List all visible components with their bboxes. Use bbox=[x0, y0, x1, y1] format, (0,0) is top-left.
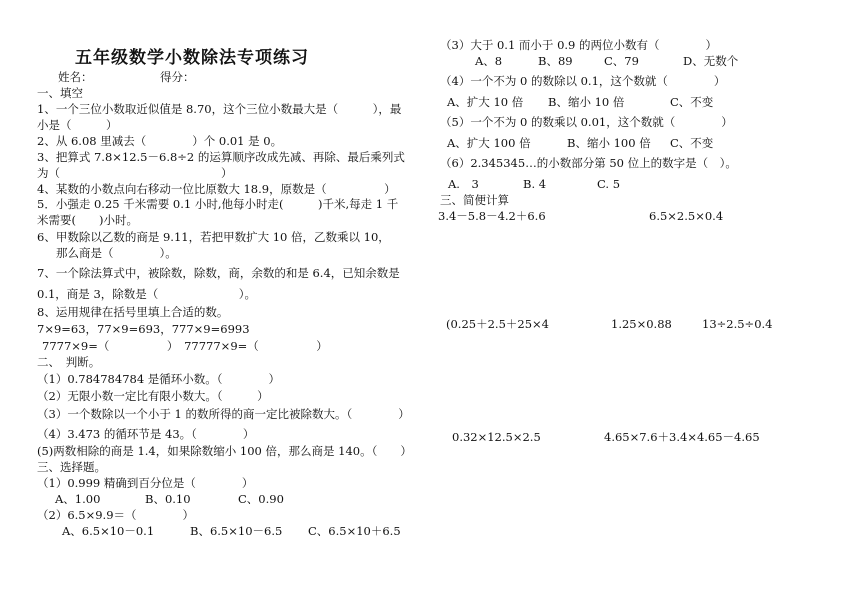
fill-line: 7×9=63，77×9=693，777×9=6993 bbox=[37, 322, 250, 336]
section1-heading: 一、填空 bbox=[37, 86, 83, 100]
choice-stem: （3）大于 0.1 而小于 0.9 的两位小数有（ ） bbox=[440, 38, 718, 52]
calc-expression: 1.25×0.88 bbox=[611, 317, 672, 331]
choice-option: B、89 bbox=[538, 54, 573, 68]
choice-option: A、扩大 10 倍 bbox=[447, 95, 524, 109]
calc-expression: 6.5×2.5×0.4 bbox=[649, 209, 724, 223]
choice-option: B、缩小 10 倍 bbox=[548, 95, 625, 109]
judge-line: （1）0.784784784 是循环小数。（ ） bbox=[37, 372, 281, 386]
choice-option: B、0.10 bbox=[145, 492, 191, 506]
fill-line: 7777×9=（ ） 77777×9=（ ） bbox=[42, 339, 328, 353]
calc-expression: (0.25＋2.5＋25×4 bbox=[446, 317, 549, 331]
name-label: 姓名： bbox=[58, 70, 93, 84]
choice-option: C、不变 bbox=[670, 136, 714, 150]
fill-line: 4、某数的小数点向右移动一位比原数大 18.9，原数是（ ） bbox=[37, 182, 396, 196]
judge-line: (5)两数相除的商是 1.4，如果除数缩小 100 倍，那么商是 140。（ ） bbox=[37, 444, 412, 458]
calc-expression: 3.4－5.8－4.2＋6.6 bbox=[438, 209, 546, 223]
fill-line: 小是（ ） bbox=[37, 118, 118, 132]
calc-expression: 0.32×12.5×2.5 bbox=[452, 430, 541, 444]
judge-line: （3）一个数除以一个小于 1 的数所得的商一定比被除数大。（ ） bbox=[37, 407, 410, 421]
fill-line: 8、运用规律在括号里填上合适的数。 bbox=[37, 305, 229, 319]
choice-stem: （1）0.999 精确到百分位是（ ） bbox=[37, 476, 254, 490]
choice-option: D、无数个 bbox=[683, 54, 739, 68]
fill-line: 6、甲数除以乙数的商是 9.11，若把甲数扩大 10 倍，乙数乘以 10， bbox=[37, 230, 390, 244]
choice-option: B、缩小 100 倍 bbox=[567, 136, 651, 150]
judge-line: （2）无限小数一定比有限小数大。（ ） bbox=[37, 389, 269, 403]
choice-option: B、6.5×10－6.5 bbox=[190, 524, 283, 538]
section3-heading: 三、选择题。 bbox=[37, 460, 106, 474]
choice-option: A、8 bbox=[475, 54, 503, 68]
choice-option: C、6.5×10＋6.5 bbox=[308, 524, 401, 538]
choice-option: A. 3 bbox=[448, 177, 479, 191]
choice-option: C. 5 bbox=[597, 177, 621, 191]
fill-line: 为（ ） bbox=[37, 166, 233, 180]
choice-stem: （4）一个不为 0 的数除以 0.1，这个数就（ ） bbox=[440, 74, 726, 88]
choice-stem: （6）2.345345…的小数部分第 50 位上的数字是（ ）。 bbox=[440, 156, 737, 170]
worksheet-title: 五年级数学小数除法专项练习 bbox=[75, 48, 309, 68]
fill-line: 5．小强走 0.25 千米需要 0.1 小时,他每小时走( )千米,每走 1 千 bbox=[37, 197, 399, 211]
choice-option: A、扩大 100 倍 bbox=[447, 136, 531, 150]
judge-line: （4）3.473 的循环节是 43。（ ） bbox=[37, 427, 255, 441]
fill-line: 0.1，商是 3，除数是（ ）。 bbox=[37, 287, 257, 301]
fill-line: 2、从 6.08 里减去（ ）个 0.01 是 0。 bbox=[37, 134, 283, 148]
choice-option: C、不变 bbox=[670, 95, 714, 109]
choice-option: A、6.5×10－0.1 bbox=[62, 524, 155, 538]
choice-stem: （2）6.5×9.9＝（ ） bbox=[37, 508, 195, 522]
fill-line: 米需要( )小时。 bbox=[37, 213, 138, 227]
choice-stem: （5）一个不为 0 的数乘以 0.01，这个数就（ ） bbox=[440, 115, 733, 129]
calc-expression: 13÷2.5÷0.4 bbox=[702, 317, 773, 331]
choice-option: B. 4 bbox=[523, 177, 547, 191]
fill-line: 3、把算式 7.8×12.5－6.8÷2 的运算顺序改成先减、再除、最后乘列式 bbox=[37, 150, 405, 164]
score-label: 得分： bbox=[160, 70, 195, 84]
choice-option: C、0.90 bbox=[238, 492, 284, 506]
fill-line: 那么商是（ ）。 bbox=[56, 246, 177, 260]
calc-expression: 4.65×7.6＋3.4×4.65－4.65 bbox=[604, 430, 760, 444]
section4-heading: 三、简便计算 bbox=[440, 193, 509, 207]
choice-option: A、1.00 bbox=[55, 492, 101, 506]
choice-option: C、79 bbox=[604, 54, 639, 68]
fill-line: 7、一个除法算式中，被除数，除数，商，余数的和是 6.4，已知余数是 bbox=[37, 266, 400, 280]
fill-line: 1、一个三位小数取近似值是 8.70，这个三位小数最大是（ ），最 bbox=[37, 102, 402, 116]
section2-heading: 二、 判断。 bbox=[37, 355, 101, 369]
